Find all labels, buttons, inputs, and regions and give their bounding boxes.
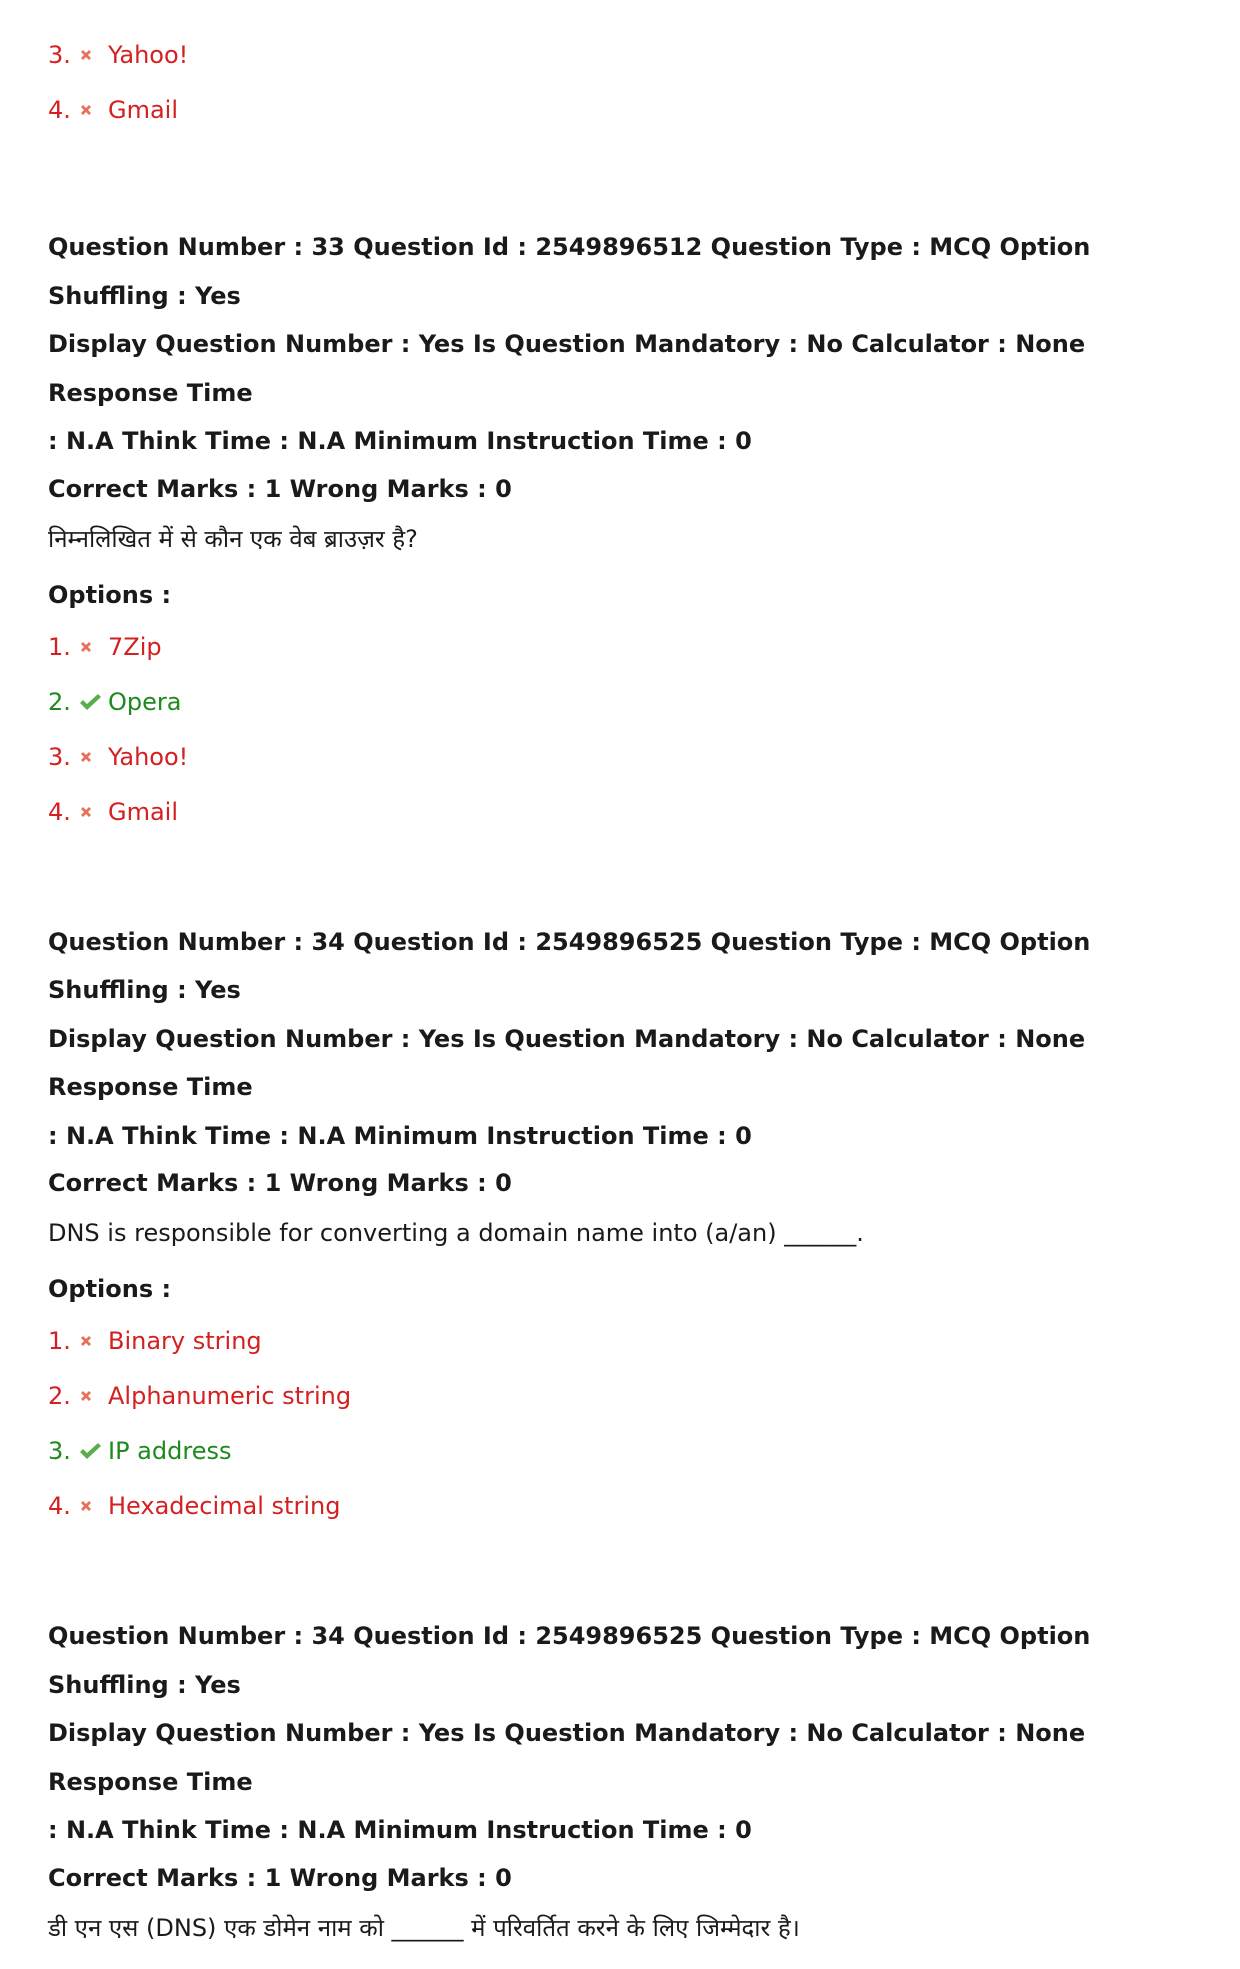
option-item bbox=[48, 797, 1208, 827]
question-meta-line: Question Number : 34 Question Id : 2549896525 Question Type : MCQ Option Shuffling : Yes bbox=[48, 927, 1091, 1004]
option-item bbox=[48, 687, 1208, 717]
option-item bbox=[48, 1436, 1208, 1466]
option-item bbox=[48, 1381, 1208, 1411]
question-marks: Correct Marks : 1 Wrong Marks : 0 bbox=[48, 1863, 512, 1892]
option-number: 1. bbox=[48, 1327, 71, 1355]
cross-icon bbox=[78, 1494, 106, 1518]
question-meta-line: Display Question Number : Yes Is Question Mandatory : No Calculator : None Response Time bbox=[48, 1024, 1086, 1101]
question-block bbox=[48, 223, 1208, 827]
cross-icon bbox=[78, 1384, 106, 1408]
option-number: 1. bbox=[48, 632, 71, 661]
question-meta-line: : N.A Think Time : N.A Minimum Instruction Time : 0 bbox=[48, 1121, 752, 1150]
question-meta-line: : N.A Think Time : N.A Minimum Instruction Time : 0 bbox=[48, 1816, 752, 1844]
question-meta-line: : N.A Think Time : N.A Minimum Instruction Time : 0 bbox=[48, 427, 752, 455]
cross-icon bbox=[78, 800, 106, 824]
option-item bbox=[48, 40, 1208, 70]
check-icon bbox=[78, 690, 106, 714]
options-label: Options : bbox=[48, 1275, 172, 1303]
option-number: 3. bbox=[48, 41, 71, 69]
option-number: 3. bbox=[48, 1437, 71, 1465]
option-number: 4. bbox=[48, 96, 71, 124]
option-text: Opera bbox=[108, 687, 182, 716]
option-number: 2. bbox=[48, 687, 71, 716]
option-item bbox=[48, 95, 1208, 125]
cross-icon bbox=[78, 43, 106, 67]
cross-icon bbox=[78, 1329, 106, 1353]
question-text: निम्नलिखित में से कौन एक वेब ब्राउज़र है? bbox=[48, 524, 418, 553]
option-text: 7Zip bbox=[108, 632, 162, 661]
option-text: Hexadecimal string bbox=[108, 1492, 341, 1520]
question-text: DNS is responsible for converting a domain name into (a/an) ______. bbox=[48, 1219, 864, 1247]
option-number: 2. bbox=[48, 1382, 71, 1410]
question-block bbox=[48, 1612, 1208, 1943]
option-text: Yahoo! bbox=[108, 41, 189, 69]
question-block bbox=[48, 918, 1208, 1522]
option-number: 3. bbox=[48, 742, 71, 771]
option-text: IP address bbox=[108, 1437, 232, 1465]
option-text: Gmail bbox=[108, 797, 179, 826]
option-item bbox=[48, 742, 1208, 772]
question-meta-line: Display Question Number : Yes Is Question Mandatory : No Calculator : None Response Time bbox=[48, 330, 1086, 407]
options-label: Options : bbox=[48, 580, 172, 609]
option-text: Yahoo! bbox=[108, 742, 189, 771]
previous-question-options bbox=[48, 40, 1208, 125]
question-marks: Correct Marks : 1 Wrong Marks : 0 bbox=[48, 1169, 512, 1197]
question-meta-line: Display Question Number : Yes Is Question Mandatory : No Calculator : None Response Time bbox=[48, 1719, 1086, 1796]
question-paper-page bbox=[48, 40, 1208, 1969]
check-icon bbox=[78, 1439, 106, 1463]
option-text: Gmail bbox=[108, 96, 179, 124]
question-text: डी एन एस (DNS) एक डोमेन नाम को ______ में परिवर्तित करने के लिए जिम्मेदार है। bbox=[48, 1913, 800, 1942]
option-text: Binary string bbox=[108, 1327, 262, 1355]
cross-icon bbox=[78, 98, 106, 122]
option-item bbox=[48, 1491, 1208, 1521]
option-number: 4. bbox=[48, 797, 71, 826]
question-marks: Correct Marks : 1 Wrong Marks : 0 bbox=[48, 474, 512, 503]
option-item bbox=[48, 1326, 1208, 1356]
question-meta-line: Question Number : 33 Question Id : 2549896512 Question Type : MCQ Option Shuffling : Yes bbox=[48, 233, 1091, 310]
cross-icon bbox=[78, 635, 106, 659]
question-meta-line: Question Number : 34 Question Id : 2549896525 Question Type : MCQ Option Shuffling : Yes bbox=[48, 1622, 1091, 1699]
cross-icon bbox=[78, 745, 106, 769]
option-text: Alphanumeric string bbox=[108, 1382, 352, 1410]
option-item bbox=[48, 632, 1208, 662]
option-number: 4. bbox=[48, 1492, 71, 1520]
